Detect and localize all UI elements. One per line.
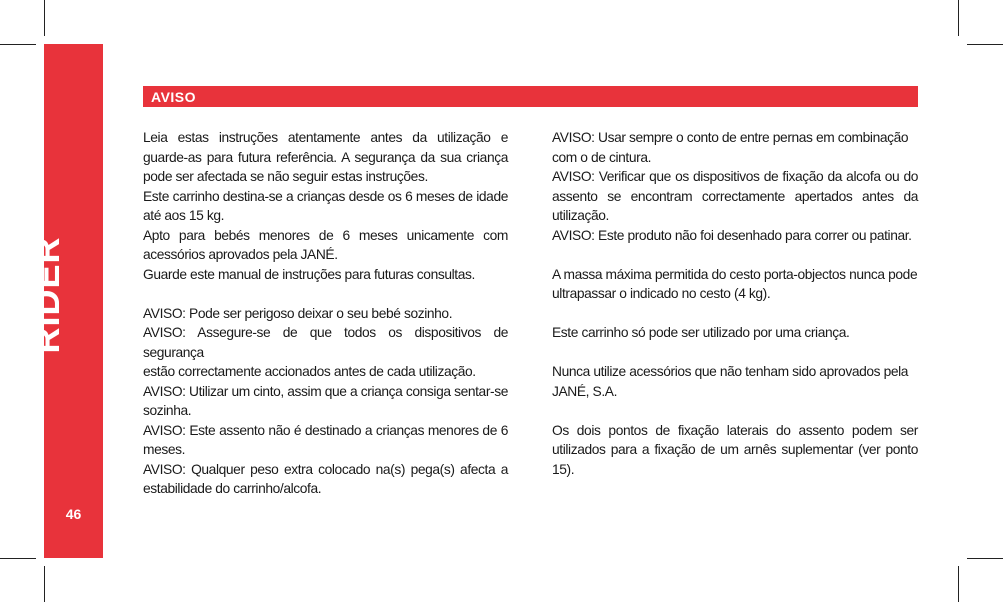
- section-title: AVISO: [151, 89, 197, 105]
- left-column: [143, 128, 508, 499]
- right-column: [552, 128, 918, 479]
- paragraph: Este carrinho destina-se a crianças desde os 6 meses de idade até aos 15 kg.: [143, 188, 508, 223]
- paragraph: A massa máxima permitida do cesto porta-objectos nunca pode ultrapassar o indicado no cesto (4 kg).: [552, 266, 918, 301]
- crop-mark: [0, 44, 36, 45]
- crop-mark: [958, 566, 959, 602]
- paragraph: Nunca utilize acessórios que não tenham sido aprovados pela JANÉ, S.A.: [552, 364, 909, 399]
- warning-paragraph: AVISO: Verificar que os dispositivos de fixação da alcofa ou do assento se encontram correctamente apertados antes da utilização.: [552, 169, 918, 223]
- crop-mark: [967, 558, 1003, 559]
- crop-mark: [44, 566, 45, 602]
- paragraph: Leia estas instruções atentamente antes da utilização e guarde-as para futura referência. A segurança da sua criança pode ser afectada se não seguir estas instruções.: [143, 130, 508, 184]
- warning-paragraph: estão correctamente accionados antes de cada utilização.: [143, 364, 476, 379]
- spacer: [143, 284, 508, 304]
- crop-mark: [958, 0, 959, 36]
- warning-paragraph: AVISO: Qualquer peso extra colocado na(s) pega(s) afecta a estabilidade do carrinho/alcofa.: [143, 461, 508, 496]
- warning-paragraph: AVISO: Pode ser perigoso deixar o seu bebé sozinho.: [143, 305, 453, 321]
- warning-paragraph: AVISO: Usar sempre o conto de entre pernas em combinação com o de cintura.: [552, 130, 909, 165]
- paragraph: Guarde este manual de instruções para futuras consultas.: [143, 266, 475, 282]
- spacer: [552, 343, 918, 363]
- page-number: 46: [65, 506, 82, 522]
- warning-paragraph: AVISO: Este produto não foi desenhado para correr ou patinar.: [552, 227, 912, 243]
- spacer: [552, 304, 918, 324]
- spacer: [552, 401, 918, 421]
- paragraph: Apto para bebés menores de 6 meses unicamente com acessórios aprovados pela JANÉ.: [143, 227, 508, 262]
- paragraph: Este carrinho só pode ser utilizado por uma criança.: [552, 325, 850, 340]
- spacer: [552, 245, 918, 265]
- crop-mark: [967, 44, 1003, 45]
- warning-paragraph: AVISO: Utilizar um cinto, assim que a criança consiga sentar-se sozinha.: [143, 383, 508, 418]
- paragraph: Os dois pontos de fixação laterais do assento podem ser utilizados para a fixação de um arnês suplementar (ver ponto 15).: [552, 422, 918, 477]
- product-title: RIDER: [26, 236, 67, 354]
- warning-paragraph: AVISO: Este assento não é destinado a crianças menores de 6 meses.: [143, 422, 508, 457]
- section-header: [143, 86, 918, 107]
- crop-mark: [44, 0, 45, 36]
- crop-mark: [0, 558, 36, 559]
- warning-paragraph: AVISO: Assegure-se de que todos os dispositivos de segurança: [143, 325, 508, 360]
